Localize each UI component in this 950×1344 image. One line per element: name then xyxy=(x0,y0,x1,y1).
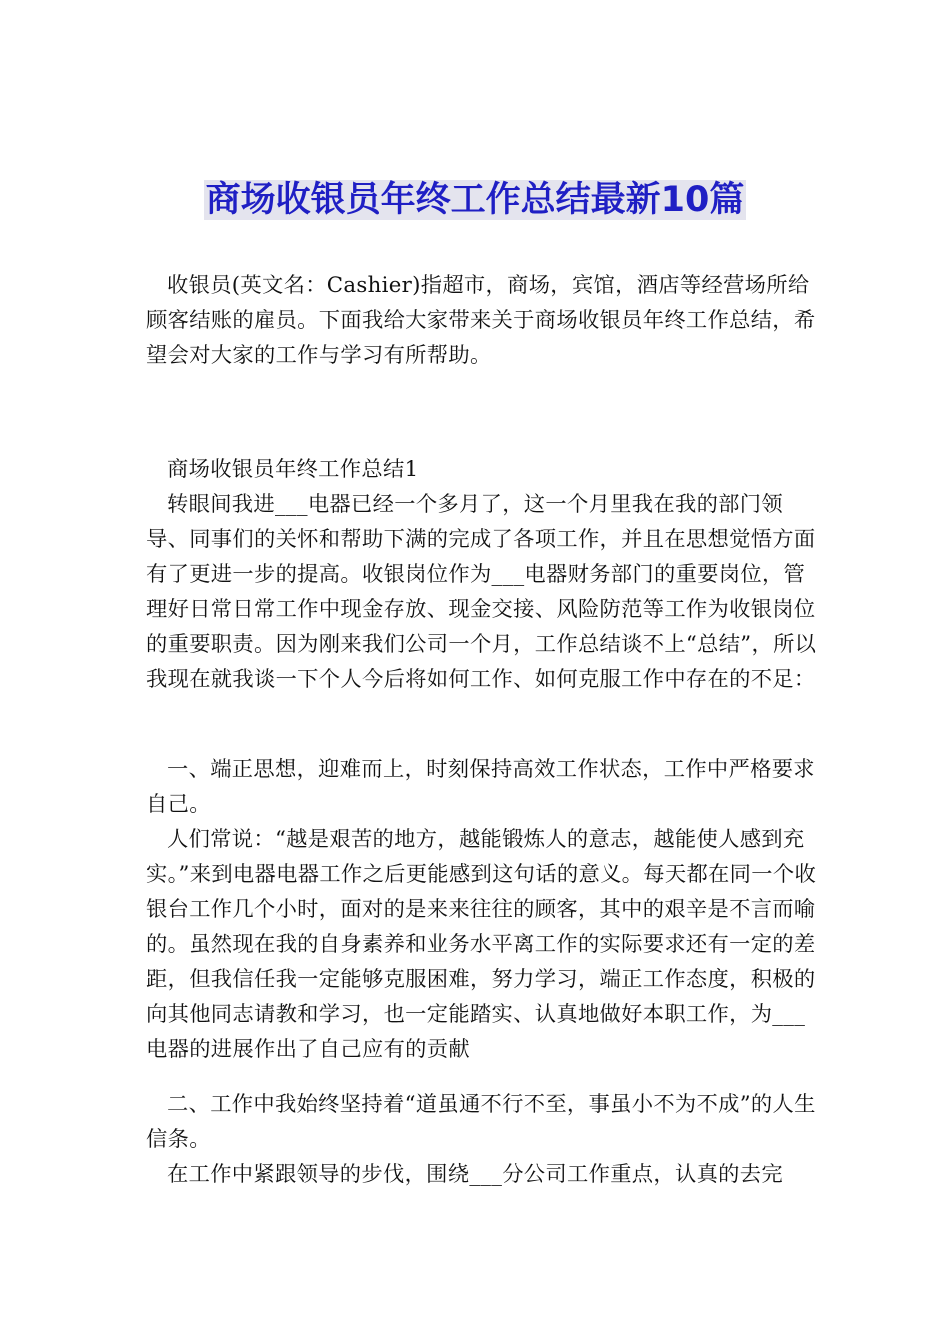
body-paragraph-4: 二、工作中我始终坚持着“道虽通不行不至，事虽小不为不成”的人生信条。 xyxy=(146,1092,816,1152)
document-title: 商场收银员年终工作总结最新10篇 xyxy=(205,180,745,220)
intro-paragraph: 收银员(英文名：Cashier)指超市，商场，宾馆，酒店等经营场所给顾客结账的雇员。下面我给大家带来关于商场收银员年终工作总结，希望会对大家的工作与学习有所帮助。 xyxy=(146,273,816,368)
section-heading: 商场收银员年终工作总结1 xyxy=(167,457,419,482)
body-paragraph-5: 在工作中紧跟领导的步伐，围绕___分公司工作重点，认真的去完 xyxy=(167,1162,783,1187)
body-paragraph-3: 人们常说：“越是艰苦的地方，越能锻炼人的意志，越能使人感到充实。”来到电器电器工作之后更能感到这句话的意义。每天都在同一个收银台工作几个小时，面对的是来来往往的顾客，其中的艰辛是不言而喻的。虽然现在我的自身素养和业务水平离工作的实际要求还有一定的差距，但我信任我一定能够克服困难，努力学习，端正工作态度，积极的向其他同志请教和学习，也一定能踏实、认真地做好本职工作，为___电器的进展作出了自己应有的贡献 xyxy=(146,827,817,1062)
body-paragraph-2: 一、端正思想，迎难而上，时刻保持高效工作状态，工作中严格要求自己。 xyxy=(146,757,815,817)
body-paragraph-1: 转眼间我进___电器已经一个多月了，这一个月里我在我的部门领导、同事们的关怀和帮助下满的完成了各项工作，并且在思想觉悟方面有了更进一步的提高。收银岗位作为___电器财务部门的重要岗位，管理好日常日常工作中现金存放、现金交接、风险防范等工作为收银岗位的重要职责。因为刚来我们公司一个月，工作总结谈不上“总结”，所以我现在就我谈一下个人今后将如何工作、如何克服工作中存在的不足： xyxy=(146,492,817,692)
